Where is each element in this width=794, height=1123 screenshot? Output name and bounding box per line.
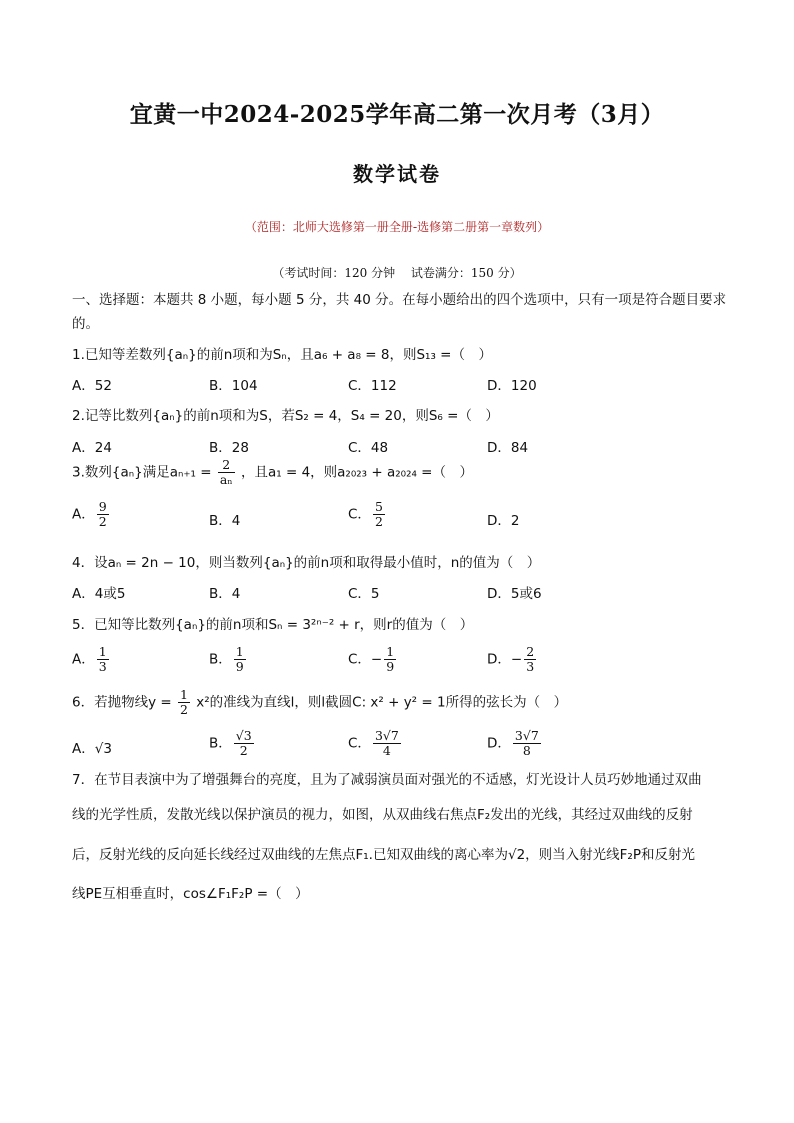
question-6-stem-part-a: 6．若抛物线y = — [72, 694, 172, 711]
option-fraction — [373, 729, 401, 758]
question-6-stem — [72, 688, 567, 717]
fraction-den: 9 — [235, 659, 244, 674]
question-2-option-d: D．84 — [487, 440, 529, 456]
question-4-option-d: D．5或6 — [487, 586, 542, 602]
question-6-option-d — [487, 729, 543, 758]
option-label: D． — [487, 735, 511, 752]
question-6-option-b — [209, 729, 256, 758]
option-label: C．− — [348, 651, 383, 668]
option-label: B． — [209, 651, 232, 668]
question-3-fraction-num: 2 — [218, 458, 235, 473]
option-fraction — [513, 729, 541, 758]
question-1-option-b: B．104 — [209, 378, 258, 394]
question-6-fraction — [178, 688, 190, 717]
fraction-num: 5 — [374, 499, 383, 514]
question-5-option-d — [487, 645, 538, 674]
question-7-line-4: 线PE互相垂直时，cos∠F₁F₂P =（ ） — [72, 886, 309, 902]
option-fraction — [384, 645, 396, 674]
option-label: C． — [348, 735, 371, 752]
question-7-line-1: 7．在节目表演中为了增强舞台的亮度，且为了减弱演员面对强光的不适感，灯光设计人员巧妙地通过双曲 — [72, 772, 702, 788]
question-2-stem: 2.记等比数列{aₙ}的前n项和为S，若S₂ = 4，S₄ = 20，则S₆ =（ ） — [72, 408, 499, 424]
fraction-den: 3 — [526, 659, 535, 674]
question-3-option-c — [348, 500, 387, 529]
question-5-stem: 5．已知等比数列{aₙ}的前n项和Sₙ = 3²ⁿ⁻² + r，则r的值为（ ） — [72, 617, 474, 633]
option-fraction — [234, 645, 246, 674]
question-5-option-a — [72, 645, 111, 674]
option-label: A． — [72, 651, 95, 668]
fraction-den: 2 — [98, 514, 107, 529]
question-3-fraction-den: aₙ — [219, 472, 233, 487]
option-label: D．− — [487, 651, 523, 668]
question-3-fraction — [218, 458, 235, 487]
question-4-option-a: A．4或5 — [72, 586, 126, 602]
question-6-option-a: A．√3 — [72, 741, 112, 757]
question-1-option-d: D．120 — [487, 378, 537, 394]
question-2-option-c: C．48 — [348, 440, 389, 456]
option-fraction — [97, 500, 109, 529]
option-label: C． — [348, 506, 371, 523]
exam-info: （考试时间：120 分钟 试卷满分：150 分） — [272, 266, 522, 280]
question-3-option-d: D．2 — [487, 513, 520, 529]
question-3-option-b: B．4 — [209, 513, 241, 529]
option-fraction — [234, 729, 254, 758]
question-2-option-a: A．24 — [72, 440, 112, 456]
fraction-den: 2 — [239, 743, 248, 758]
question-3-option-a — [72, 500, 111, 529]
page-title: 宜黄一中2024-2025学年高二第一次月考（3月） — [129, 101, 665, 128]
question-5-option-b — [209, 645, 248, 674]
fraction-num: 1 — [98, 644, 107, 659]
question-4-stem: 4．设aₙ = 2n − 10，则当数列{aₙ}的前n项和取得最小值时，n的值为（ ） — [72, 555, 541, 571]
question-3-stem-part-b: ，且a₁ = 4，则a₂₀₂₃ + a₂₀₂₄ =（ ） — [240, 464, 473, 481]
fraction-den: 2 — [374, 514, 383, 529]
page-subtitle: 数学试卷 — [353, 162, 441, 186]
exam-scope: （范围：北师大选修第一册全册-选修第二册第一章数列） — [244, 220, 550, 234]
fraction-num: 1 — [386, 644, 395, 659]
option-fraction — [97, 645, 109, 674]
option-fraction — [524, 645, 536, 674]
question-6-fraction-den: 2 — [179, 702, 188, 717]
question-7-line-2: 线的光学性质，发散光线以保护演员的视力，如图，从双曲线右焦点F₂发出的光线，其经过双曲线的反射 — [72, 807, 693, 823]
fraction-num: 3√7 — [514, 728, 539, 743]
section-heading: 一、选择题：本题共 8 小题，每小题 5 分，共 40 分。在每小题给出的四个选项中，只有一项是符合题目要求的。 — [72, 292, 727, 332]
fraction-num: 3√7 — [374, 728, 399, 743]
option-label: B． — [209, 735, 232, 752]
fraction-num: 1 — [235, 644, 244, 659]
option-label: A． — [72, 506, 95, 523]
question-7-line-3: 后，反射光线的反向延长线经过双曲线的左焦点F₁.已知双曲线的离心率为√2，则当入射光线F₂P和反射光 — [72, 847, 695, 863]
question-5-option-c — [348, 645, 398, 674]
question-2-option-b: B．28 — [209, 440, 249, 456]
fraction-den: 4 — [382, 743, 391, 758]
fraction-den: 3 — [98, 659, 107, 674]
question-6-option-c — [348, 729, 403, 758]
question-4-option-c: C．5 — [348, 586, 380, 602]
question-1-option-a: A．52 — [72, 378, 112, 394]
question-6-stem-part-b: x²的准线为直线l，则l截圆C: x² + y² = 1所得的弦长为（ ） — [196, 694, 568, 711]
fraction-den: 9 — [386, 659, 395, 674]
question-3-stem-part-a: 3.数列{aₙ}满足aₙ₊₁ = — [72, 464, 212, 481]
fraction-num: 9 — [98, 499, 107, 514]
fraction-den: 8 — [522, 743, 531, 758]
question-3-stem — [72, 458, 473, 487]
question-1-option-c: C．112 — [348, 378, 397, 394]
question-6-fraction-num: 1 — [179, 687, 188, 702]
question-4-option-b: B．4 — [209, 586, 241, 602]
question-1-stem: 1.已知等差数列{aₙ}的前n项和为Sₙ，且a₆ + a₈ = 8，则S₁₃ =（ ） — [72, 347, 492, 363]
fraction-num: 2 — [526, 644, 535, 659]
fraction-num: √3 — [235, 728, 252, 743]
option-fraction — [373, 500, 385, 529]
